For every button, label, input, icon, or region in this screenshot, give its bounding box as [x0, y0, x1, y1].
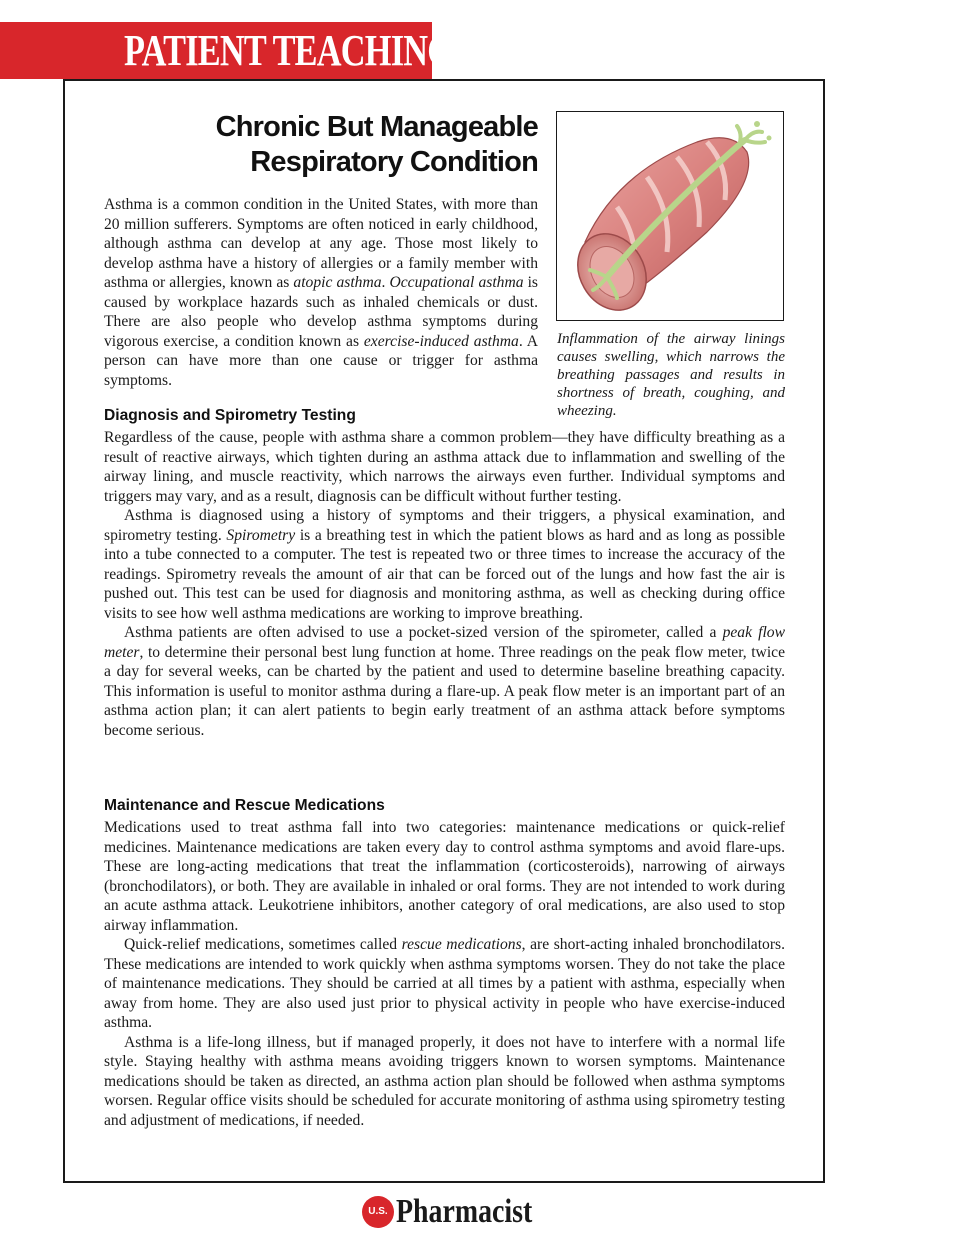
patient-teaching-aid-banner	[0, 22, 520, 79]
emphasis-term: peak flow meter	[104, 624, 786, 661]
section-medications-body	[104, 818, 785, 1130]
paragraph: Asthma is diagnosed using a history of symptoms and their triggers, a physical examination, and spirometry testing. Spirometry is a breathing test in which the patient blows as hard and as long as possible into a tube connected to a computer. The test is repeated two or three times to increase the accuracy of the readings. Spirometry reveals the amount of air that can be forced out of the lungs and how fast the air is pushed out. This test can be used for diagnosis and monitoring asthma, as well as checking during office visits to see how well asthma medications are working to improve breathing.	[104, 507, 785, 622]
page-title	[104, 110, 538, 180]
section-heading-medications: Maintenance and Rescue Medications	[104, 797, 385, 814]
emphasis-term: Spirometry	[226, 526, 296, 544]
emphasis-term: Occupational asthma	[389, 274, 524, 291]
figure-caption: Inflammation of the airway linings causes swelling, which narrows the breathing passages and results in shortness of breath, coughing, and wheezing.	[557, 331, 785, 419]
paragraph: Quick-relief medications, sometimes called rescue medications, are short-acting inhaled bronchodilators. These medications are intended to work quickly when asthma symptoms worsen. They do not take the place of maintenance medications. They should be carried at all times by a patient with asthma, especially when away from home. They are also used just prior to physical activity in people who have exercise-induced asthma.	[104, 936, 786, 1031]
paragraph: Regardless of the cause, people with asthma share a common problem—they have difficulty breathing as a result of reactive airways, which tighten during an asthma attack due to inflammation and swelling of the airway lining, and muscle reactivity, which narrows the airways even further. Individual symptoms and triggers may vary, and as a result, diagnosis can be difficult without further testing.	[104, 429, 785, 505]
emphasis-term: rescue medications	[401, 936, 522, 953]
logo-mark: U.S.	[362, 1196, 394, 1228]
section-heading-diagnosis: Diagnosis and Spirometry Testing	[104, 407, 356, 424]
paragraph: Asthma patients are often advised to use a pocket-sized version of the spirometer, called a peak flow meter, to determine their personal best lung function at home. Three readings on the peak flow meter, twice a day for several weeks, can be charted by the patient and used to determine baseline breathing capacity. This information is useful to monitor asthma during a flare-up. A peak flow meter is an important part of an asthma action plan; it can alert patients to begin early treatment of an asthma attack before symptoms become serious.	[104, 624, 786, 739]
emphasis-term: exercise-induced asthma	[363, 332, 519, 350]
paragraph: Medications used to treat asthma fall into two categories: maintenance medications or quick-relief medicines. Maintenance medications are taken every day to control asthma symptoms and avoid flare-ups. These are long-acting medications that treat the inflammation (corticosteroids), narrowing of airways (bronchodilators), or both. They are available in inhaled or oral forms. They are not intended to work during an acute asthma attack. Leukotriene inhibitors, another category of oral medications, are also used to stop airway inflammation.	[104, 819, 785, 934]
title-line-1: Chronic But Manageable	[215, 111, 538, 143]
title-line-2: Respiratory Condition	[250, 146, 538, 178]
us-pharmacist-logo	[362, 1190, 532, 1234]
logo-wordmark: Pharmacist	[396, 1193, 533, 1230]
inflamed-airway-illustration	[557, 112, 783, 320]
banner-label: PATIENT TEACHING AID	[124, 26, 520, 75]
paragraph: Asthma is a life-long illness, but if managed properly, it does not have to interfere with a normal life style. Staying healthy with asthma means avoiding triggers known to worsen symptoms. Maintenance medications should be taken as directed, an asthma action plan should be followed when asthma symptoms worsen. Regular office visits should be scheduled for accurate monitoring of asthma using spirometry testing and adjustment of medications, if needed.	[104, 1033, 785, 1129]
intro-paragraph: Asthma is a common condition in the United States, with more than 20 million sufferers. Symptoms are often noticed in early childhood, although asthma can develop at any age. Those most likely to develop asthma have a history of allergies or a family member with asthma or allergies, known as atopic asthma. Occupational asthma is caused by workplace hazards such as inhaled chemicals or dust. There are also people who develop asthma symptoms during vigorous exercise, a condition known as exercise-induced asthma. A person can have more than one cause or trigger for asthma symptoms.	[104, 196, 538, 389]
emphasis-term: atopic asthma	[293, 274, 382, 291]
airway-figure	[556, 111, 784, 321]
section-diagnosis-body	[104, 428, 785, 740]
